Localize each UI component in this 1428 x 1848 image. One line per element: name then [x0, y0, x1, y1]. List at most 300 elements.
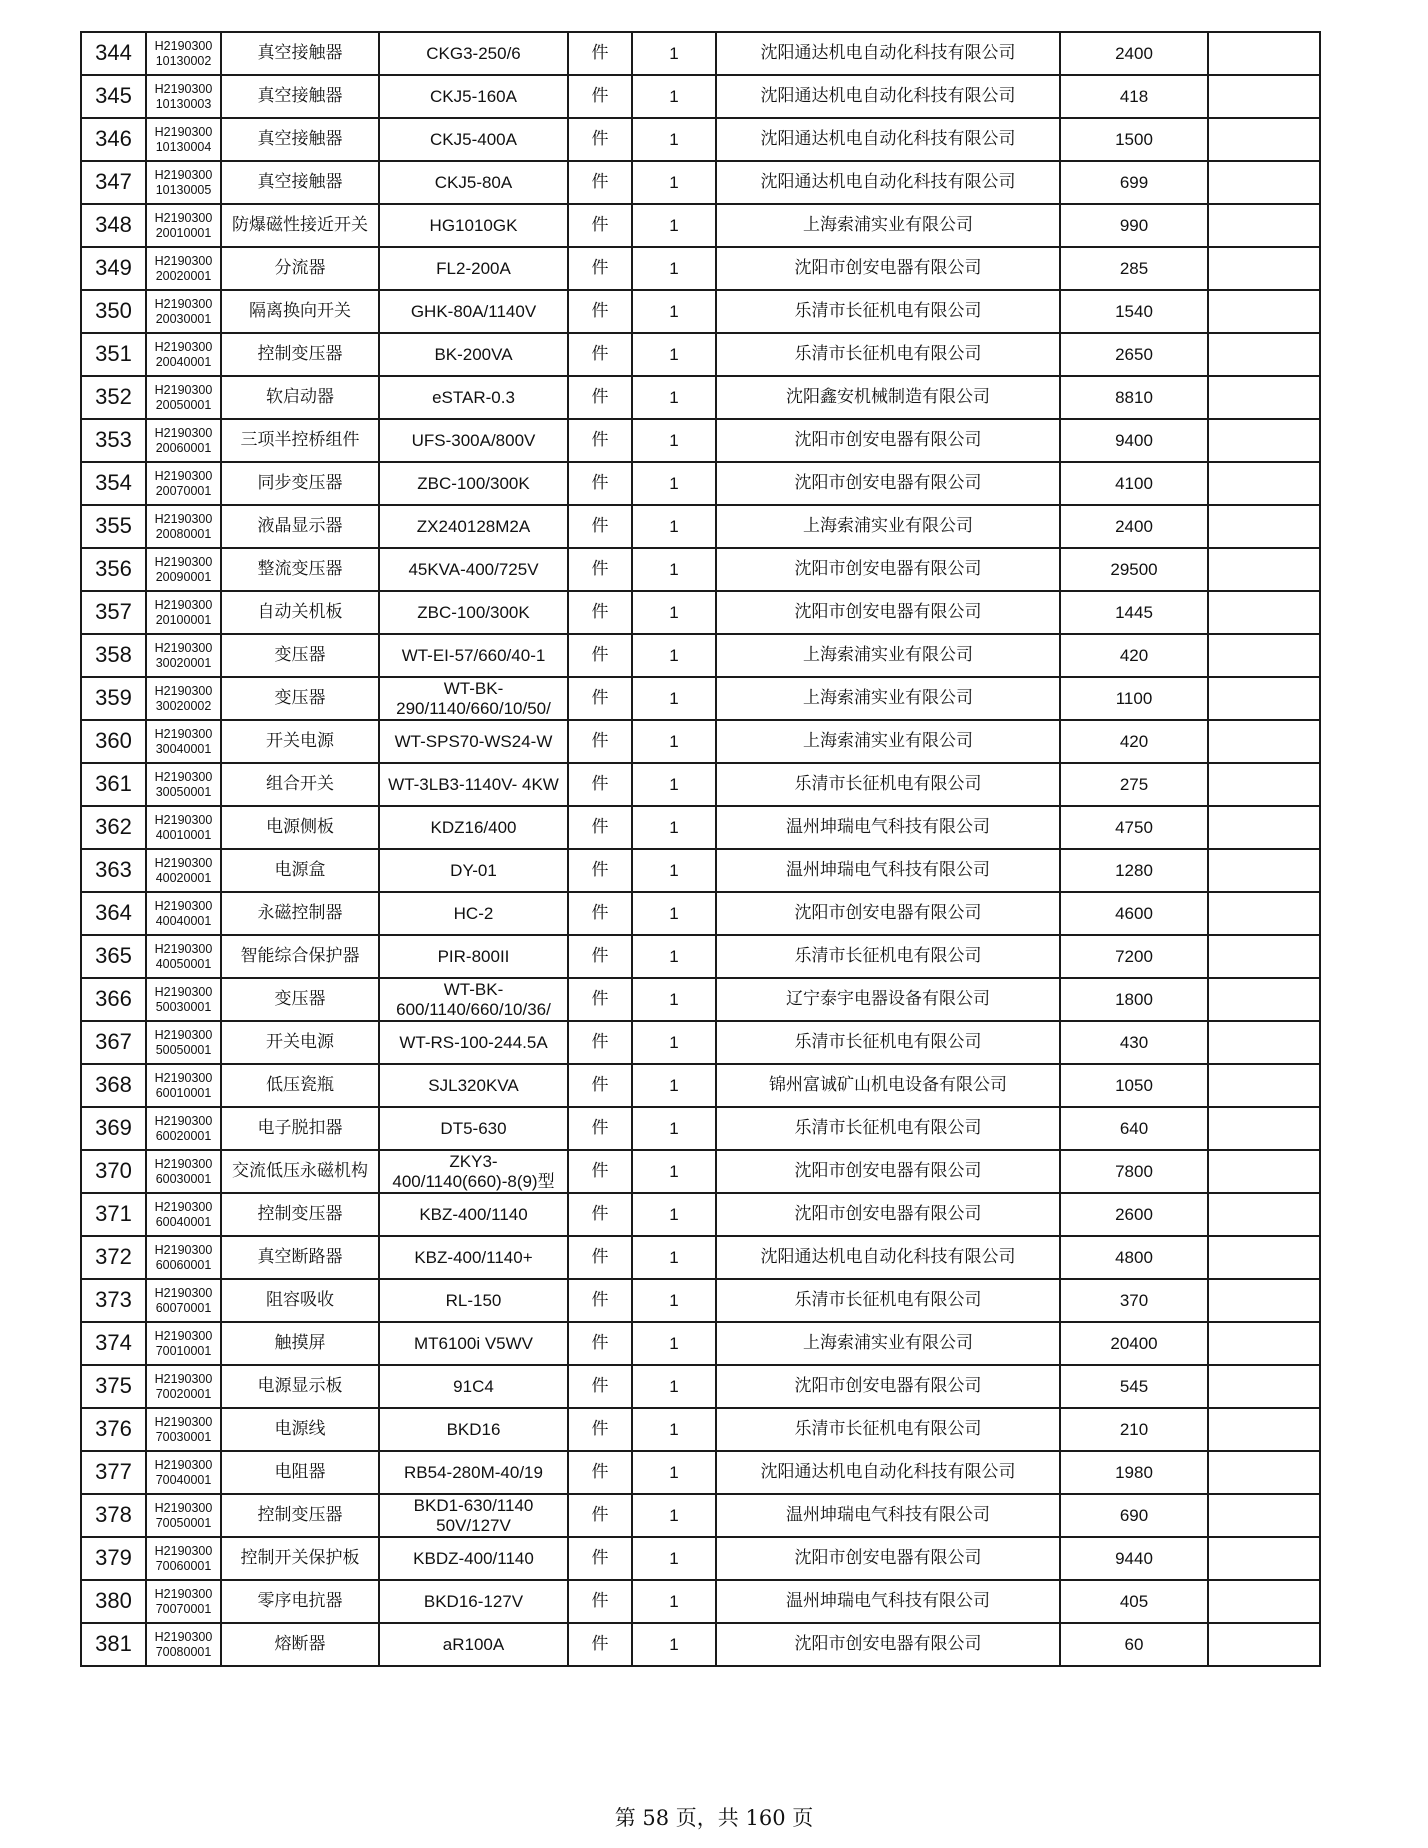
- item-name: 三项半控桥组件: [221, 419, 379, 462]
- item-price: 275: [1060, 763, 1208, 806]
- table-row: [81, 1107, 1320, 1150]
- item-model: WT-BK- 290/1140/660/10/50/: [379, 677, 568, 720]
- item-quantity: 1: [632, 1537, 716, 1580]
- item-remark: [1208, 1365, 1320, 1408]
- row-number: 360: [81, 720, 146, 763]
- row-number: 379: [81, 1537, 146, 1580]
- item-price: 2650: [1060, 333, 1208, 376]
- table-row: [81, 290, 1320, 333]
- item-price: 1500: [1060, 118, 1208, 161]
- item-price: 1445: [1060, 591, 1208, 634]
- item-quantity: 1: [632, 634, 716, 677]
- item-quantity: 1: [632, 1193, 716, 1236]
- item-remark: [1208, 333, 1320, 376]
- item-price: 210: [1060, 1408, 1208, 1451]
- item-price: 285: [1060, 247, 1208, 290]
- item-name: 控制开关保护板: [221, 1537, 379, 1580]
- item-unit: 件: [568, 806, 632, 849]
- item-model: HC-2: [379, 892, 568, 935]
- table-row: [81, 763, 1320, 806]
- item-remark: [1208, 1279, 1320, 1322]
- supplier-name: 沈阳市创安电器有限公司: [716, 548, 1060, 591]
- item-model: DY-01: [379, 849, 568, 892]
- item-unit: 件: [568, 247, 632, 290]
- row-number: 355: [81, 505, 146, 548]
- item-remark: [1208, 1580, 1320, 1623]
- table-row: [81, 935, 1320, 978]
- table-row: [81, 419, 1320, 462]
- row-number: 352: [81, 376, 146, 419]
- item-quantity: 1: [632, 118, 716, 161]
- price-list-table: [80, 31, 1319, 1667]
- table-row: [81, 462, 1320, 505]
- item-quantity: 1: [632, 677, 716, 720]
- item-price: 1800: [1060, 978, 1208, 1021]
- row-number: 354: [81, 462, 146, 505]
- item-price: 4800: [1060, 1236, 1208, 1279]
- supplier-name: 上海索浦实业有限公司: [716, 720, 1060, 763]
- item-price: 20400: [1060, 1322, 1208, 1365]
- item-quantity: 1: [632, 1322, 716, 1365]
- item-price: 7800: [1060, 1150, 1208, 1193]
- material-code: H2190300 30040001: [146, 720, 221, 763]
- supplier-name: 乐清市长征机电有限公司: [716, 333, 1060, 376]
- table-row: [81, 1150, 1320, 1193]
- item-unit: 件: [568, 1193, 632, 1236]
- item-remark: [1208, 419, 1320, 462]
- material-code: H2190300 30050001: [146, 763, 221, 806]
- item-name: 永磁控制器: [221, 892, 379, 935]
- material-code: H2190300 70060001: [146, 1537, 221, 1580]
- supplier-name: 乐清市长征机电有限公司: [716, 1021, 1060, 1064]
- row-number: 345: [81, 75, 146, 118]
- supplier-name: 沈阳鑫安机械制造有限公司: [716, 376, 1060, 419]
- item-name: 开关电源: [221, 1021, 379, 1064]
- item-model: PIR-800II: [379, 935, 568, 978]
- item-unit: 件: [568, 1537, 632, 1580]
- table-row: [81, 161, 1320, 204]
- table-row: [81, 1064, 1320, 1107]
- item-unit: 件: [568, 1365, 632, 1408]
- table-row: [81, 204, 1320, 247]
- item-unit: 件: [568, 505, 632, 548]
- table-row: [81, 1408, 1320, 1451]
- supplier-name: 乐清市长征机电有限公司: [716, 1279, 1060, 1322]
- item-unit: 件: [568, 1580, 632, 1623]
- item-model: WT-BK- 600/1140/660/10/36/: [379, 978, 568, 1021]
- item-unit: 件: [568, 1107, 632, 1150]
- item-model: MT6100i V5WV: [379, 1322, 568, 1365]
- item-unit: 件: [568, 118, 632, 161]
- item-model: DT5-630: [379, 1107, 568, 1150]
- table-row: [81, 1494, 1320, 1537]
- item-unit: 件: [568, 677, 632, 720]
- row-number: 381: [81, 1623, 146, 1666]
- item-quantity: 1: [632, 419, 716, 462]
- item-name: 真空接触器: [221, 118, 379, 161]
- item-quantity: 1: [632, 32, 716, 75]
- supplier-name: 沈阳市创安电器有限公司: [716, 419, 1060, 462]
- table-row: [81, 1451, 1320, 1494]
- item-quantity: 1: [632, 591, 716, 634]
- item-price: 60: [1060, 1623, 1208, 1666]
- item-remark: [1208, 1408, 1320, 1451]
- supplier-name: 上海索浦实业有限公司: [716, 677, 1060, 720]
- row-number: 370: [81, 1150, 146, 1193]
- material-code: H2190300 10130004: [146, 118, 221, 161]
- item-name: 电源盒: [221, 849, 379, 892]
- item-model: KDZ16/400: [379, 806, 568, 849]
- row-number: 364: [81, 892, 146, 935]
- material-code: H2190300 30020002: [146, 677, 221, 720]
- row-number: 351: [81, 333, 146, 376]
- row-number: 365: [81, 935, 146, 978]
- item-price: 8810: [1060, 376, 1208, 419]
- item-quantity: 1: [632, 1408, 716, 1451]
- item-quantity: 1: [632, 75, 716, 118]
- row-number: 357: [81, 591, 146, 634]
- supplier-name: 上海索浦实业有限公司: [716, 505, 1060, 548]
- item-remark: [1208, 677, 1320, 720]
- table-row: [81, 376, 1320, 419]
- item-unit: 件: [568, 376, 632, 419]
- material-code: H2190300 20100001: [146, 591, 221, 634]
- item-price: 29500: [1060, 548, 1208, 591]
- table-row: [81, 505, 1320, 548]
- row-number: 378: [81, 1494, 146, 1537]
- item-name: 零序电抗器: [221, 1580, 379, 1623]
- item-name: 智能综合保护器: [221, 935, 379, 978]
- supplier-name: 沈阳市创安电器有限公司: [716, 462, 1060, 505]
- material-code: H2190300 60070001: [146, 1279, 221, 1322]
- item-name: 控制变压器: [221, 1193, 379, 1236]
- supplier-name: 沈阳市创安电器有限公司: [716, 892, 1060, 935]
- item-model: BKD16-127V: [379, 1580, 568, 1623]
- item-name: 软启动器: [221, 376, 379, 419]
- item-quantity: 1: [632, 1451, 716, 1494]
- table-row: [81, 1193, 1320, 1236]
- material-code: H2190300 60060001: [146, 1236, 221, 1279]
- item-unit: 件: [568, 32, 632, 75]
- supplier-name: 沈阳市创安电器有限公司: [716, 1623, 1060, 1666]
- row-number: 368: [81, 1064, 146, 1107]
- table-row: [81, 1279, 1320, 1322]
- row-number: 349: [81, 247, 146, 290]
- item-quantity: 1: [632, 1021, 716, 1064]
- item-unit: 件: [568, 1408, 632, 1451]
- item-quantity: 1: [632, 1365, 716, 1408]
- row-number: 376: [81, 1408, 146, 1451]
- table-row: [81, 247, 1320, 290]
- row-number: 356: [81, 548, 146, 591]
- item-model: WT-EI-57/660/40-1: [379, 634, 568, 677]
- item-name: 开关电源: [221, 720, 379, 763]
- supplier-name: 上海索浦实业有限公司: [716, 634, 1060, 677]
- item-price: 1980: [1060, 1451, 1208, 1494]
- table-body: [81, 32, 1320, 1666]
- table-row: [81, 32, 1320, 75]
- item-quantity: 1: [632, 161, 716, 204]
- material-code: H2190300 60010001: [146, 1064, 221, 1107]
- row-number: 362: [81, 806, 146, 849]
- item-remark: [1208, 763, 1320, 806]
- item-unit: 件: [568, 333, 632, 376]
- item-name: 防爆磁性接近开关: [221, 204, 379, 247]
- table-row: [81, 1623, 1320, 1666]
- item-model: ZX240128M2A: [379, 505, 568, 548]
- item-price: 1540: [1060, 290, 1208, 333]
- item-model: WT-SPS70-WS24-W: [379, 720, 568, 763]
- row-number: 369: [81, 1107, 146, 1150]
- item-price: 545: [1060, 1365, 1208, 1408]
- material-code: H2190300 70040001: [146, 1451, 221, 1494]
- table-row: [81, 720, 1320, 763]
- row-number: 358: [81, 634, 146, 677]
- item-model: ZBC-100/300K: [379, 462, 568, 505]
- item-name: 变压器: [221, 634, 379, 677]
- item-price: 420: [1060, 634, 1208, 677]
- material-code: H2190300 20020001: [146, 247, 221, 290]
- item-quantity: 1: [632, 763, 716, 806]
- item-quantity: 1: [632, 505, 716, 548]
- item-price: 2400: [1060, 505, 1208, 548]
- table-row: [81, 677, 1320, 720]
- item-name: 变压器: [221, 978, 379, 1021]
- table-row: [81, 849, 1320, 892]
- material-code: H2190300 40040001: [146, 892, 221, 935]
- item-remark: [1208, 376, 1320, 419]
- material-code: H2190300 70030001: [146, 1408, 221, 1451]
- item-price: 4600: [1060, 892, 1208, 935]
- item-name: 电源线: [221, 1408, 379, 1451]
- item-price: 418: [1060, 75, 1208, 118]
- material-code: H2190300 60020001: [146, 1107, 221, 1150]
- item-remark: [1208, 548, 1320, 591]
- item-model: ZKY3- 400/1140(660)-8(9)型: [379, 1150, 568, 1193]
- table-row: [81, 1580, 1320, 1623]
- supplier-name: 乐清市长征机电有限公司: [716, 763, 1060, 806]
- supplier-name: 沈阳通达机电自动化科技有限公司: [716, 1236, 1060, 1279]
- item-remark: [1208, 1193, 1320, 1236]
- item-name: 液晶显示器: [221, 505, 379, 548]
- item-name: 变压器: [221, 677, 379, 720]
- supplier-name: 乐清市长征机电有限公司: [716, 935, 1060, 978]
- row-number: 353: [81, 419, 146, 462]
- item-name: 同步变压器: [221, 462, 379, 505]
- item-unit: 件: [568, 1150, 632, 1193]
- material-code: H2190300 50050001: [146, 1021, 221, 1064]
- item-model: RL-150: [379, 1279, 568, 1322]
- item-quantity: 1: [632, 290, 716, 333]
- supplier-name: 乐清市长征机电有限公司: [716, 1408, 1060, 1451]
- item-price: 2600: [1060, 1193, 1208, 1236]
- item-unit: 件: [568, 1451, 632, 1494]
- item-remark: [1208, 1537, 1320, 1580]
- item-quantity: 1: [632, 333, 716, 376]
- item-model: ZBC-100/300K: [379, 591, 568, 634]
- item-model: KBZ-400/1140: [379, 1193, 568, 1236]
- item-remark: [1208, 290, 1320, 333]
- material-code: H2190300 20010001: [146, 204, 221, 247]
- material-code: H2190300 20080001: [146, 505, 221, 548]
- row-number: 359: [81, 677, 146, 720]
- item-remark: [1208, 1021, 1320, 1064]
- item-unit: 件: [568, 290, 632, 333]
- item-model: HG1010GK: [379, 204, 568, 247]
- supplier-name: 沈阳通达机电自动化科技有限公司: [716, 118, 1060, 161]
- item-quantity: 1: [632, 806, 716, 849]
- item-model: 45KVA-400/725V: [379, 548, 568, 591]
- item-quantity: 1: [632, 1623, 716, 1666]
- item-price: 990: [1060, 204, 1208, 247]
- material-code: H2190300 20060001: [146, 419, 221, 462]
- table-row: [81, 548, 1320, 591]
- item-unit: 件: [568, 204, 632, 247]
- item-name: 真空断路器: [221, 1236, 379, 1279]
- item-model: KBDZ-400/1140: [379, 1537, 568, 1580]
- material-code: H2190300 70050001: [146, 1494, 221, 1537]
- supplier-name: 沈阳通达机电自动化科技有限公司: [716, 75, 1060, 118]
- material-code: H2190300 10130005: [146, 161, 221, 204]
- item-price: 9440: [1060, 1537, 1208, 1580]
- table-row: [81, 1236, 1320, 1279]
- item-unit: 件: [568, 75, 632, 118]
- item-remark: [1208, 32, 1320, 75]
- item-remark: [1208, 1623, 1320, 1666]
- material-code: H2190300 20050001: [146, 376, 221, 419]
- item-remark: [1208, 591, 1320, 634]
- item-remark: [1208, 1064, 1320, 1107]
- item-name: 真空接触器: [221, 161, 379, 204]
- item-price: 2400: [1060, 32, 1208, 75]
- item-model: GHK-80A/1140V: [379, 290, 568, 333]
- row-number: 367: [81, 1021, 146, 1064]
- table-row: [81, 333, 1320, 376]
- item-unit: 件: [568, 161, 632, 204]
- table-row: [81, 118, 1320, 161]
- material-code: H2190300 50030001: [146, 978, 221, 1021]
- item-name: 电子脱扣器: [221, 1107, 379, 1150]
- material-code: H2190300 20070001: [146, 462, 221, 505]
- item-price: 7200: [1060, 935, 1208, 978]
- item-name: 电阻器: [221, 1451, 379, 1494]
- item-model: WT-RS-100-244.5A: [379, 1021, 568, 1064]
- supplier-name: 沈阳通达机电自动化科技有限公司: [716, 1451, 1060, 1494]
- item-model: aR100A: [379, 1623, 568, 1666]
- item-remark: [1208, 75, 1320, 118]
- item-remark: [1208, 462, 1320, 505]
- supplier-name: 乐清市长征机电有限公司: [716, 290, 1060, 333]
- row-number: 350: [81, 290, 146, 333]
- item-price: 640: [1060, 1107, 1208, 1150]
- item-model: CKJ5-160A: [379, 75, 568, 118]
- table-row: [81, 1322, 1320, 1365]
- item-price: 9400: [1060, 419, 1208, 462]
- material-code: H2190300 20040001: [146, 333, 221, 376]
- item-remark: [1208, 935, 1320, 978]
- material-code: H2190300 30020001: [146, 634, 221, 677]
- item-name: 整流变压器: [221, 548, 379, 591]
- material-code: H2190300 70080001: [146, 1623, 221, 1666]
- item-quantity: 1: [632, 1150, 716, 1193]
- item-name: 低压瓷瓶: [221, 1064, 379, 1107]
- item-unit: 件: [568, 763, 632, 806]
- material-code: H2190300 60040001: [146, 1193, 221, 1236]
- item-model: 91C4: [379, 1365, 568, 1408]
- item-quantity: 1: [632, 1236, 716, 1279]
- item-remark: [1208, 978, 1320, 1021]
- material-code: H2190300 10130002: [146, 32, 221, 75]
- item-model: KBZ-400/1140+: [379, 1236, 568, 1279]
- supplier-name: 沈阳市创安电器有限公司: [716, 591, 1060, 634]
- item-name: 阻容吸收: [221, 1279, 379, 1322]
- item-unit: 件: [568, 1322, 632, 1365]
- supplier-name: 沈阳通达机电自动化科技有限公司: [716, 161, 1060, 204]
- item-remark: [1208, 892, 1320, 935]
- item-name: 控制变压器: [221, 333, 379, 376]
- item-quantity: 1: [632, 1279, 716, 1322]
- item-name: 电源侧板: [221, 806, 379, 849]
- row-number: 373: [81, 1279, 146, 1322]
- item-quantity: 1: [632, 892, 716, 935]
- row-number: 375: [81, 1365, 146, 1408]
- item-name: 真空接触器: [221, 75, 379, 118]
- item-unit: 件: [568, 935, 632, 978]
- item-quantity: 1: [632, 720, 716, 763]
- supplier-name: 沈阳市创安电器有限公司: [716, 1193, 1060, 1236]
- item-remark: [1208, 1451, 1320, 1494]
- item-remark: [1208, 204, 1320, 247]
- supplier-name: 温州坤瑞电气科技有限公司: [716, 1580, 1060, 1623]
- item-quantity: 1: [632, 1494, 716, 1537]
- table-row: [81, 1021, 1320, 1064]
- item-remark: [1208, 1107, 1320, 1150]
- item-remark: [1208, 849, 1320, 892]
- item-remark: [1208, 806, 1320, 849]
- table-row: [81, 806, 1320, 849]
- material-code: H2190300 20090001: [146, 548, 221, 591]
- material-code: H2190300 40010001: [146, 806, 221, 849]
- item-price: 405: [1060, 1580, 1208, 1623]
- item-quantity: 1: [632, 462, 716, 505]
- item-model: SJL320KVA: [379, 1064, 568, 1107]
- item-remark: [1208, 247, 1320, 290]
- supplier-name: 上海索浦实业有限公司: [716, 1322, 1060, 1365]
- material-code: H2190300 40020001: [146, 849, 221, 892]
- row-number: 372: [81, 1236, 146, 1279]
- item-price: 4750: [1060, 806, 1208, 849]
- item-price: 699: [1060, 161, 1208, 204]
- supplier-name: 沈阳市创安电器有限公司: [716, 1365, 1060, 1408]
- item-price: 420: [1060, 720, 1208, 763]
- item-unit: 件: [568, 978, 632, 1021]
- supplier-name: 辽宁泰宇电器设备有限公司: [716, 978, 1060, 1021]
- item-quantity: 1: [632, 1580, 716, 1623]
- item-price: 4100: [1060, 462, 1208, 505]
- item-remark: [1208, 1494, 1320, 1537]
- item-unit: 件: [568, 462, 632, 505]
- item-unit: 件: [568, 1021, 632, 1064]
- item-price: 1280: [1060, 849, 1208, 892]
- item-quantity: 1: [632, 935, 716, 978]
- item-price: 690: [1060, 1494, 1208, 1537]
- item-model: WT-3LB3-1140V- 4KW: [379, 763, 568, 806]
- item-unit: 件: [568, 849, 632, 892]
- item-unit: 件: [568, 1279, 632, 1322]
- item-remark: [1208, 1236, 1320, 1279]
- supplier-name: 温州坤瑞电气科技有限公司: [716, 806, 1060, 849]
- item-quantity: 1: [632, 849, 716, 892]
